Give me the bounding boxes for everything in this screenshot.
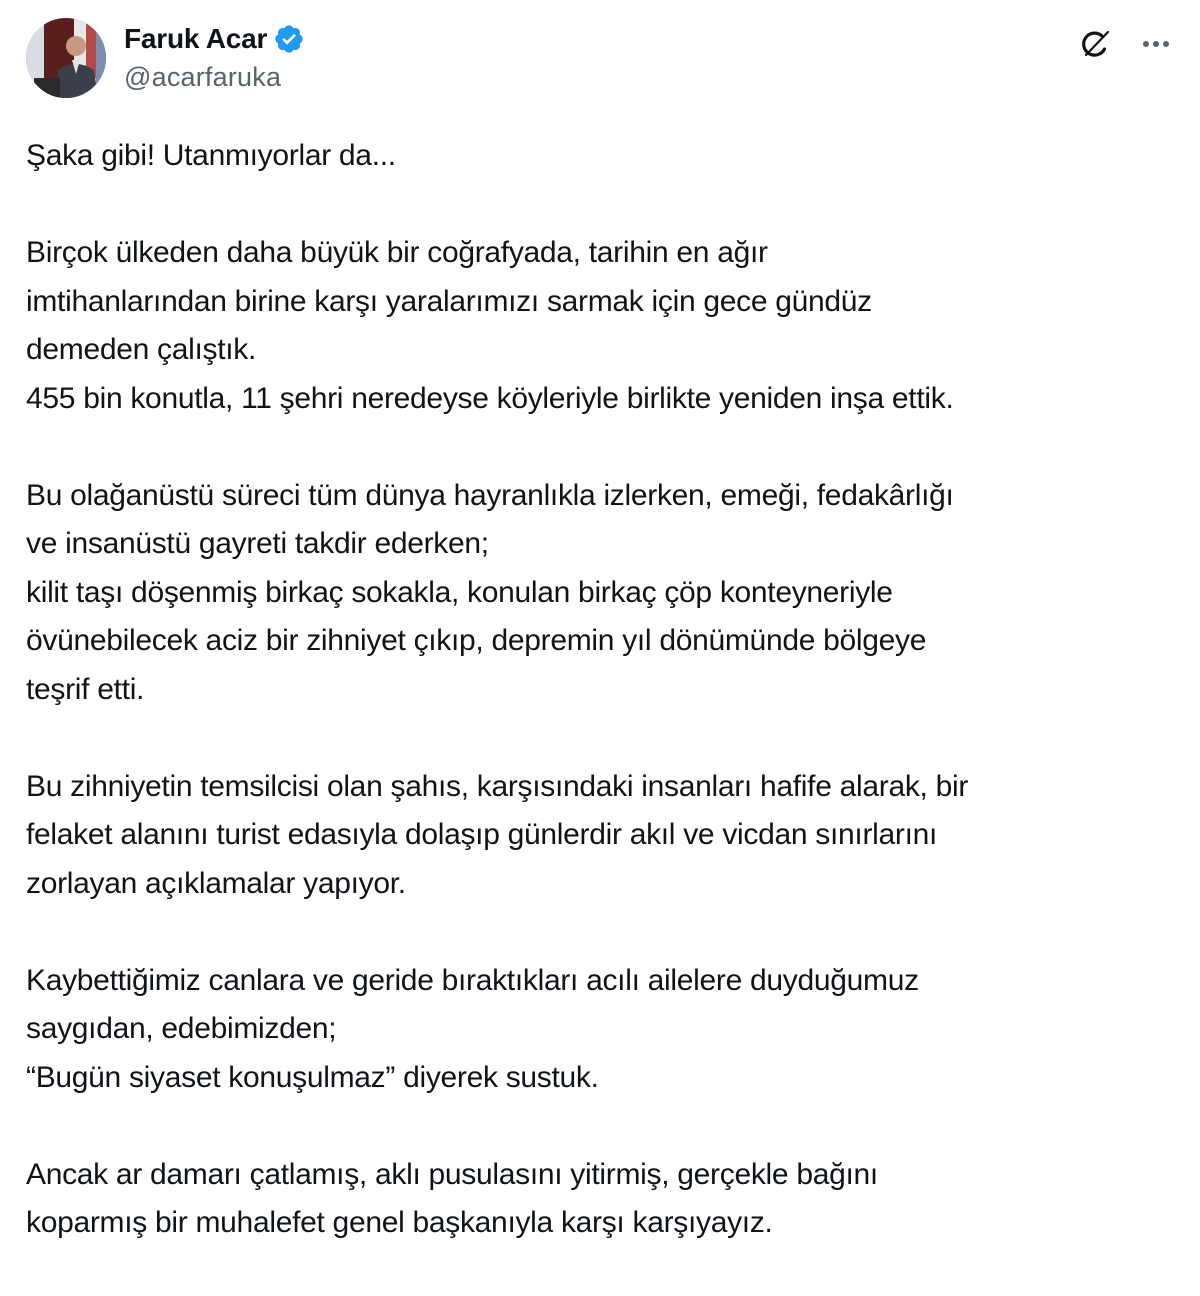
paragraph-3: [26, 472, 1186, 715]
text-line: teşrif etti.: [26, 672, 145, 706]
text-line: imtihanlarından birine karşı yaralarımızı sarmak için gece gündüz: [26, 284, 872, 318]
paragraph-4: [26, 763, 1186, 909]
paragraph-5: [26, 957, 1186, 1103]
display-name[interactable]: Faruk Acar: [124, 23, 268, 54]
dot: [1163, 41, 1169, 47]
text-line: koparmış bir muhalefet genel başkanıyla karşı karşıyayız.: [26, 1206, 773, 1239]
text-line: Bu olağanüstü süreci tüm dünya hayranlıkla izlerken, emeği, fedakârlığı: [26, 478, 954, 512]
grok-button[interactable]: [1076, 24, 1116, 64]
text-line: Ancak ar damarı çatlamış, aklı pusulasını yitirmiş, gerçekle bağını: [26, 1157, 878, 1191]
text-line: Bu zihniyetin temsilcisi olan şahıs, karşısındaki insanları hafife alarak, bir: [26, 769, 969, 803]
text-line: ve insanüstü gayreti takdir ederken;: [26, 527, 489, 560]
text-line: övünebilecek aciz bir zihniyet çıkıp, depremin yıl dönümünde bölgeye: [26, 624, 927, 657]
tweet-text: [26, 132, 1186, 1296]
text-line: kilit taşı döşenmiş birkaç sokakla, konulan birkaç çöp konteyneriyle: [26, 575, 893, 609]
author-info: [124, 20, 305, 93]
paragraph-2: [26, 229, 1186, 423]
avatar[interactable]: [26, 18, 106, 98]
tweet-actions: [1076, 24, 1176, 64]
text-line: zorlayan açıklamalar yapıyor.: [26, 866, 406, 900]
dot: [1153, 41, 1159, 47]
text-line: Birçok ülkeden daha büyük bir coğrafyada, tarihin en ağır: [26, 236, 768, 269]
text-line: Şaka gibi! Utanmıyorlar da...: [26, 139, 396, 172]
text-line: demeden çalıştık.: [26, 333, 257, 366]
tweet-header: [26, 18, 1176, 98]
text-line: saygıdan, edebimizden;: [26, 1012, 337, 1045]
verified-badge-icon[interactable]: [273, 23, 305, 55]
profile-photo-icon: [26, 18, 106, 98]
dot: [1143, 41, 1149, 47]
user-handle[interactable]: @acarfaruka: [124, 62, 282, 92]
paragraph-1: [26, 132, 1186, 181]
name-row: [124, 20, 305, 58]
paragraph-6: [26, 1151, 1186, 1248]
text-line: Kaybettiğimiz canlara ve geride bıraktıkları acılı ailelere duyduğumuz: [26, 963, 919, 997]
grok-icon: [1076, 24, 1116, 64]
text-line: 455 bin konutla, 11 şehri neredeyse köyleriyle birlikte yeniden inşa ettik.: [26, 381, 954, 415]
more-options-icon[interactable]: [1136, 24, 1176, 64]
text-line: felaket alanını turist edasıyla dolaşıp günlerdir akıl ve vicdan sınırlarını: [26, 818, 938, 851]
text-line: “Bugün siyaset konuşulmaz” diyerek sustuk.: [26, 1060, 599, 1094]
